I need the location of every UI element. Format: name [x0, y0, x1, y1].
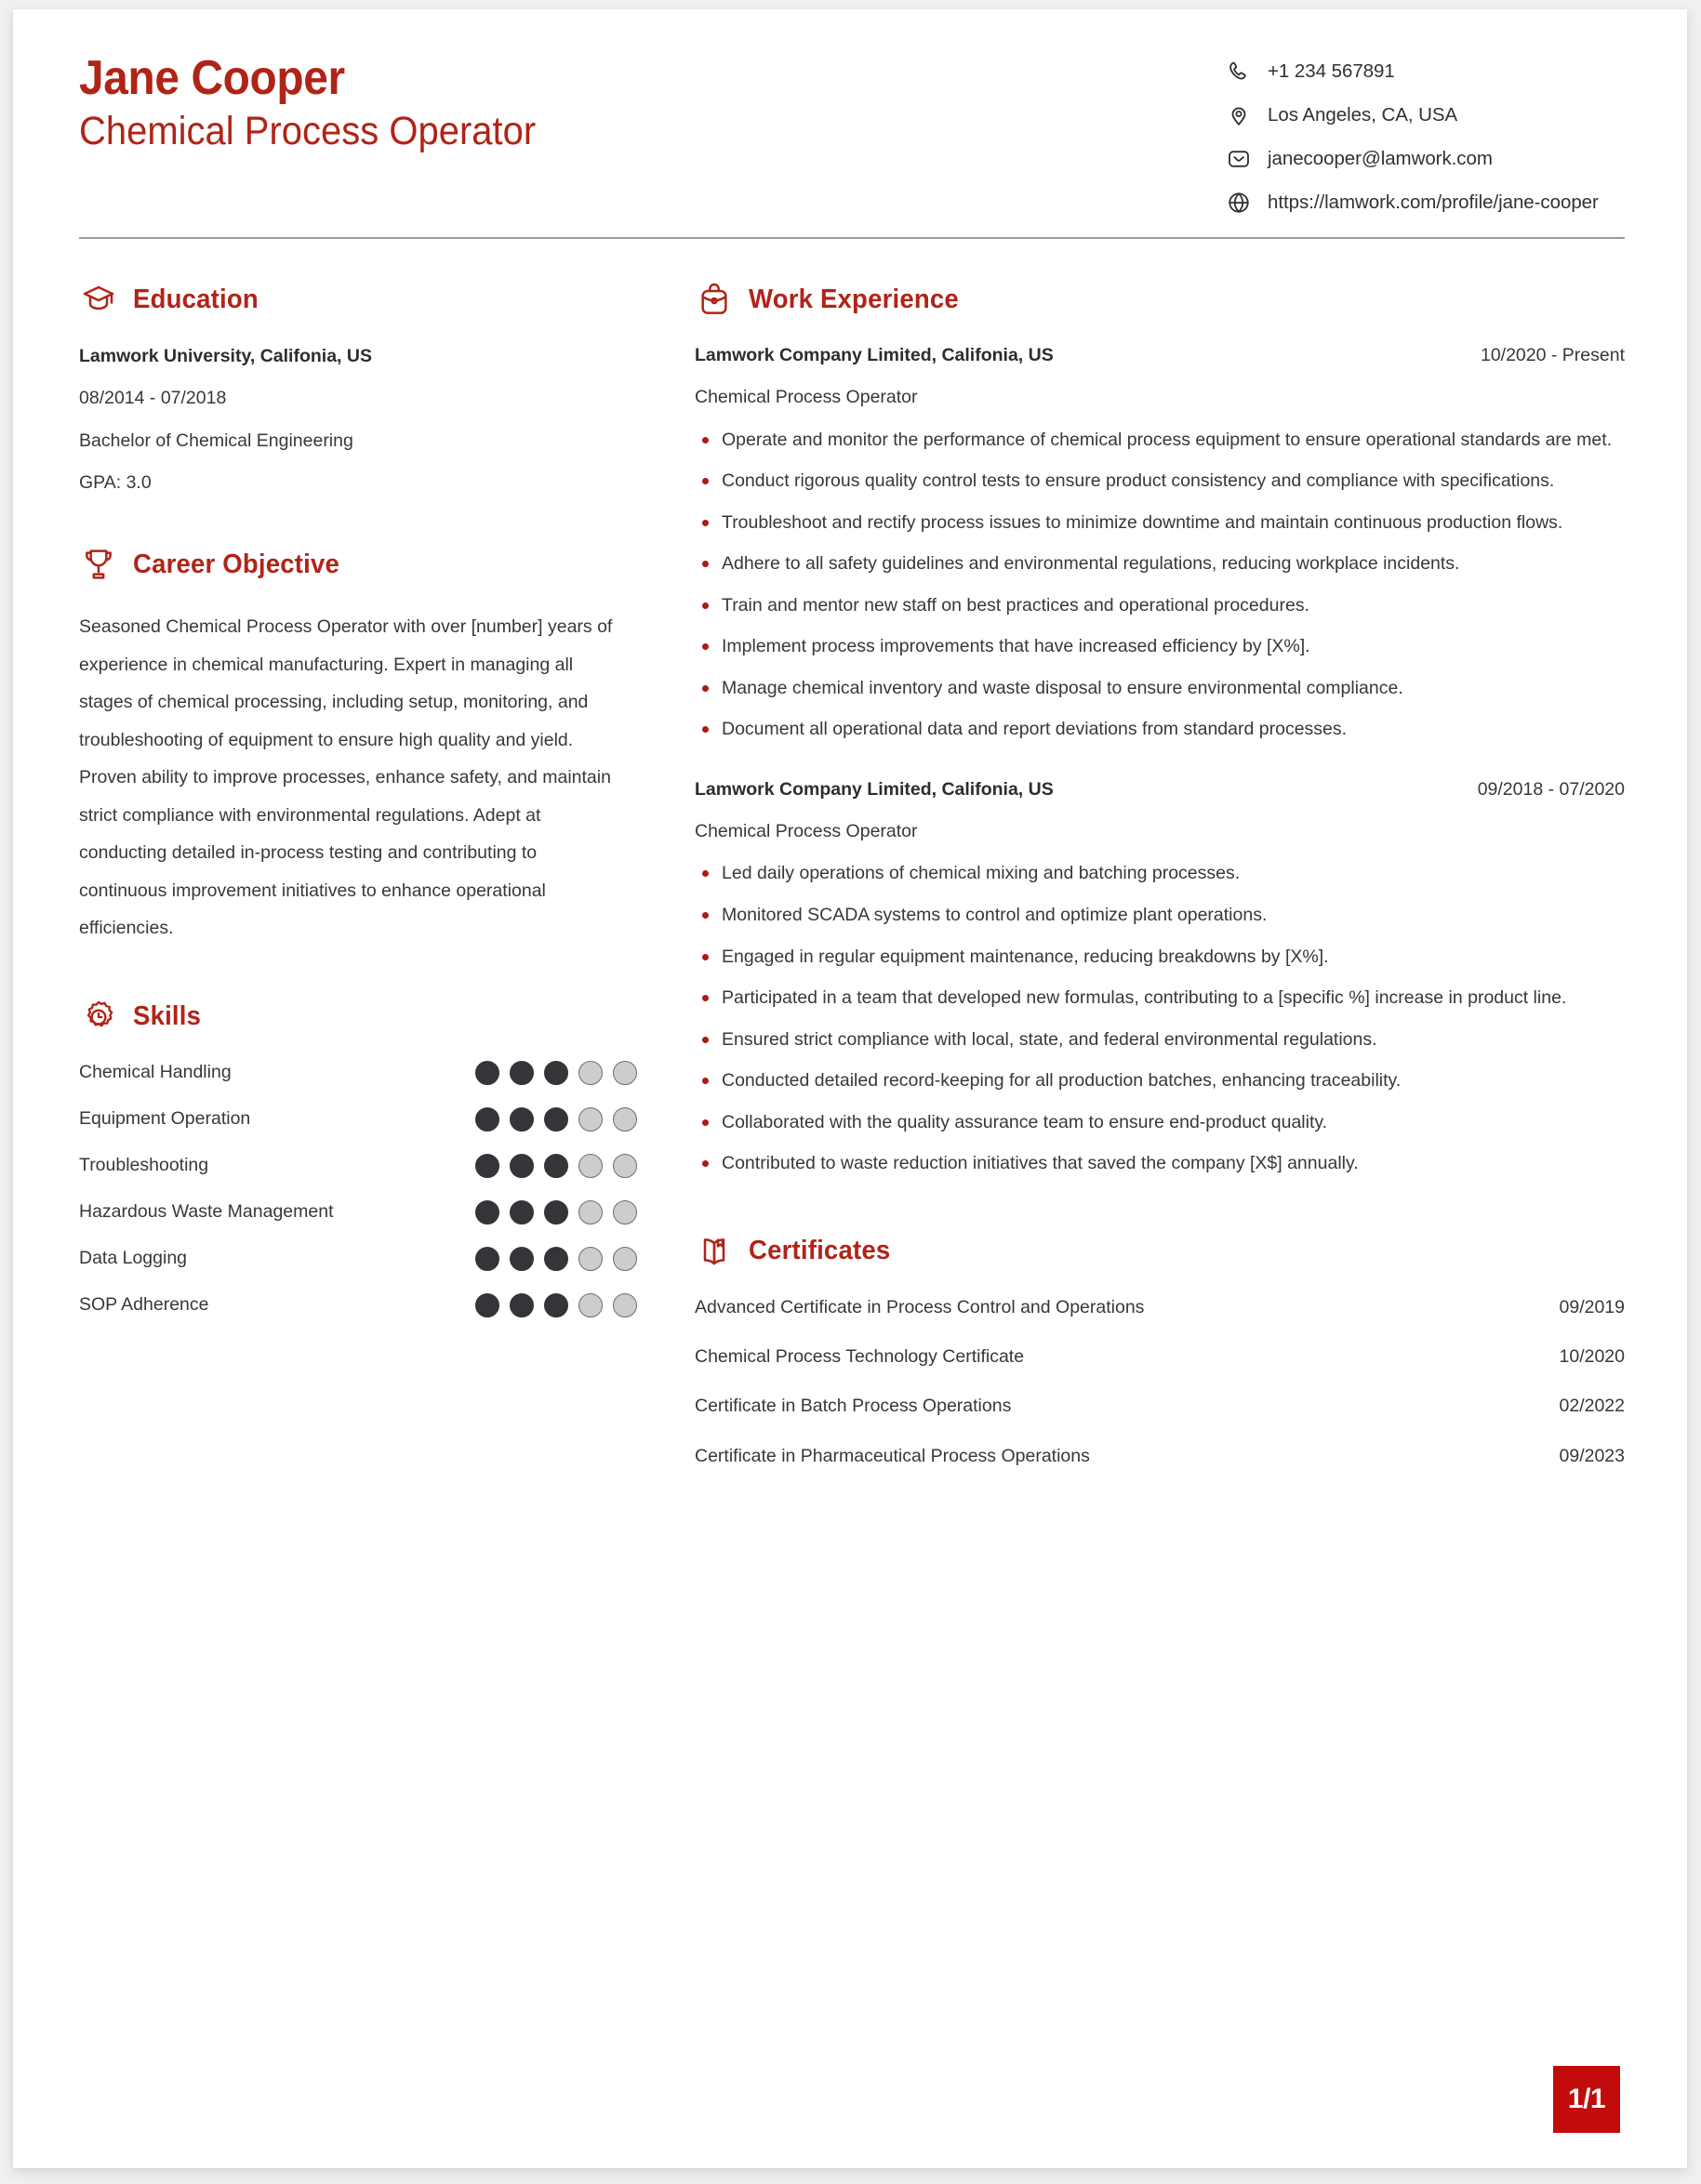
skill-name: Data Logging — [79, 1248, 188, 1269]
skill-row — [79, 1293, 637, 1317]
experience-bullet: Led daily operations of chemical mixing and batching processes. — [695, 858, 1625, 890]
skill-rating — [475, 1107, 637, 1132]
objective-text: Seasoned Chemical Process Operator with over [number] years of experience in chemical manufacturing. Expert in managing all stages of chemical processing, including setup, monitoring, and troubleshooting of equipment to ensure high quality and yield. Proven ability to improve processes, enhance safety, and maintain strict compliance with environmental regulations. Adept at conducting detailed in-process testing and contributing to continuous improvement initiatives to enhance operational efficiencies. — [79, 616, 613, 939]
experience-bullet: Troubleshoot and rectify process issues to minimize downtime and maintain continuous production flows. — [695, 508, 1625, 539]
experience-bullet: Conduct rigorous quality control tests to ensure product consistency and compliance with specifications. — [695, 466, 1625, 497]
contact-list — [1225, 45, 1625, 217]
experience-organization: Lamwork Company Limited, Califonia, US — [695, 345, 1054, 365]
certificate-date: 09/2019 — [1559, 1296, 1625, 1317]
graduation-cap-icon — [79, 280, 118, 319]
education-school: Lamwork University, Califonia, US — [79, 346, 372, 366]
page-title: Jane Cooper — [79, 51, 345, 105]
experience-organization: Lamwork Company Limited, Califonia, US — [695, 778, 1054, 800]
section-career-objective — [79, 545, 637, 947]
skill-rating — [475, 1154, 637, 1178]
gear-clock-icon — [79, 998, 118, 1037]
rating-dot-empty — [578, 1061, 603, 1085]
experience-role: Chemical Process Operator — [695, 387, 918, 408]
experience-bullet: Conducted detailed record-keeping for all production batches, enhancing traceability. — [695, 1066, 1625, 1097]
globe-icon — [1225, 189, 1253, 217]
skill-name: Equipment Operation — [79, 1108, 251, 1130]
rating-dot-filled — [510, 1107, 534, 1132]
rating-dot-filled — [475, 1107, 499, 1132]
identity-block — [79, 45, 570, 158]
rating-dot-filled — [510, 1247, 534, 1271]
education-degree: Bachelor of Chemical Engineering — [79, 430, 353, 451]
skill-name: Hazardous Waste Management — [79, 1201, 334, 1223]
skill-row — [79, 1200, 637, 1224]
rating-dot-filled — [544, 1107, 568, 1132]
experience-role: Chemical Process Operator — [695, 821, 918, 842]
experience-bullet: Collaborated with the quality assurance team to ensure end-product quality. — [695, 1107, 1625, 1139]
objective-title: Career Objective — [133, 549, 340, 579]
contact-item-website[interactable] — [1225, 189, 1625, 217]
experience-bullet: Implement process improvements that have increased efficiency by [X%]. — [695, 631, 1625, 663]
certificate-row — [695, 1295, 1625, 1320]
rating-dot-empty — [613, 1293, 637, 1317]
rating-dot-filled — [544, 1247, 568, 1271]
education-title: Education — [133, 284, 259, 314]
certificate-name: Certificate in Batch Process Operations — [695, 1396, 1012, 1417]
skills-title: Skills — [133, 1001, 202, 1032]
rating-dot-empty — [613, 1154, 637, 1178]
rating-dot-filled — [544, 1293, 568, 1317]
resume-header — [79, 45, 1625, 233]
education-dates: 08/2014 - 07/2018 — [79, 388, 227, 409]
rating-dot-empty — [578, 1154, 603, 1178]
skill-row — [79, 1247, 637, 1271]
experience-bullet: Adhere to all safety guidelines and environmental regulations, reducing workplace incidents. — [695, 549, 1625, 580]
page-number-badge: 1/1 — [1553, 2066, 1620, 2133]
certificate-row — [695, 1394, 1625, 1419]
certificate-date: 10/2020 — [1559, 1345, 1625, 1367]
experience-bullet: Ensured strict compliance with local, state, and federal environmental regulations. — [695, 1025, 1625, 1056]
experience-bullet: Manage chemical inventory and waste disposal to ensure environmental compliance. — [695, 673, 1625, 705]
skill-rating — [475, 1200, 637, 1224]
email-value: janecooper@lamwork.com — [1268, 147, 1493, 169]
rating-dot-filled — [510, 1200, 534, 1224]
rating-dot-empty — [613, 1200, 637, 1224]
experience-heading — [695, 280, 1625, 319]
website-value: https://lamwork.com/profile/jane-cooper — [1268, 191, 1599, 213]
open-book-icon — [695, 1232, 734, 1271]
experience-bullet: Monitored SCADA systems to control and optimize plant operations. — [695, 900, 1625, 932]
skill-row — [79, 1154, 637, 1178]
profession-subtitle: Chemical Process Operator — [79, 109, 537, 154]
resume-page — [13, 9, 1687, 2168]
experience-dates: 09/2018 - 07/2020 — [1477, 778, 1625, 800]
trophy-icon — [79, 545, 118, 584]
experience-bullet-list — [695, 425, 1625, 746]
skill-row — [79, 1061, 637, 1085]
skill-name: Troubleshooting — [79, 1155, 209, 1176]
section-skills — [79, 998, 637, 1317]
rating-dot-empty — [613, 1247, 637, 1271]
rating-dot-filled — [475, 1200, 499, 1224]
rating-dot-empty — [578, 1293, 603, 1317]
certificate-date: 02/2022 — [1559, 1396, 1625, 1417]
objective-heading — [79, 545, 637, 584]
contact-item-phone[interactable] — [1225, 58, 1625, 86]
section-work-experience — [695, 280, 1625, 1180]
mail-icon — [1225, 145, 1253, 173]
briefcase-icon — [695, 280, 734, 319]
skills-list — [79, 1061, 637, 1317]
rating-dot-filled — [475, 1061, 499, 1085]
experience-bullet: Document all operational data and report deviations from standard processes. — [695, 714, 1625, 746]
certificate-name: Advanced Certificate in Process Control and Operations — [695, 1296, 1145, 1317]
header-divider — [79, 237, 1625, 239]
skill-rating — [475, 1061, 637, 1085]
rating-dot-filled — [475, 1154, 499, 1178]
certificate-date: 09/2023 — [1559, 1445, 1625, 1466]
section-certificates — [695, 1232, 1625, 1469]
certificate-name: Certificate in Pharmaceutical Process Operations — [695, 1445, 1090, 1466]
certificates-list — [695, 1295, 1625, 1469]
certificates-heading — [695, 1232, 1625, 1271]
rating-dot-filled — [544, 1200, 568, 1224]
rating-dot-empty — [578, 1200, 603, 1224]
rating-dot-empty — [578, 1107, 603, 1132]
experience-bullet: Participated in a team that developed new formulas, contributing to a [specific %] increase in product line. — [695, 983, 1625, 1014]
rating-dot-filled — [544, 1061, 568, 1085]
certificate-name: Chemical Process Technology Certificate — [695, 1345, 1025, 1367]
rating-dot-filled — [510, 1154, 534, 1178]
rating-dot-filled — [475, 1247, 499, 1271]
skills-heading — [79, 998, 637, 1037]
phone-value: +1 234 567891 — [1268, 60, 1395, 82]
rating-dot-filled — [544, 1154, 568, 1178]
contact-item-location[interactable] — [1225, 101, 1625, 129]
certificates-title: Certificates — [749, 1236, 891, 1266]
contact-item-email[interactable] — [1225, 145, 1625, 173]
experience-entry — [695, 343, 1625, 746]
skill-name: Chemical Handling — [79, 1062, 232, 1083]
experience-title: Work Experience — [749, 284, 959, 314]
skill-name: SOP Adherence — [79, 1294, 209, 1316]
experience-bullet: Operate and monitor the performance of chemical process equipment to ensure operational standards are met. — [695, 425, 1625, 457]
education-gpa: GPA: 3.0 — [79, 471, 152, 493]
skill-row — [79, 1107, 637, 1132]
experience-bullet: Contributed to waste reduction initiatives that saved the company [X$] annually. — [695, 1148, 1625, 1180]
skill-rating — [475, 1293, 637, 1317]
experience-bullet: Engaged in regular equipment maintenance, reducing breakdowns by [X%]. — [695, 942, 1625, 973]
certificate-row — [695, 1344, 1625, 1370]
experience-bullet: Train and mentor new staff on best practices and operational procedures. — [695, 590, 1625, 622]
rating-dot-empty — [613, 1061, 637, 1085]
phone-icon — [1225, 58, 1253, 86]
rating-dot-filled — [475, 1293, 499, 1317]
certificate-row — [695, 1444, 1625, 1469]
location-icon — [1225, 101, 1253, 129]
experience-list — [695, 343, 1625, 1180]
section-education — [79, 280, 637, 496]
education-heading — [79, 280, 637, 319]
skill-rating — [475, 1247, 637, 1271]
rating-dot-filled — [510, 1061, 534, 1085]
experience-entry — [695, 777, 1625, 1180]
location-value: Los Angeles, CA, USA — [1268, 103, 1458, 126]
rating-dot-filled — [510, 1293, 534, 1317]
experience-dates: 10/2020 - Present — [1480, 345, 1625, 365]
rating-dot-empty — [578, 1247, 603, 1271]
experience-bullet-list — [695, 858, 1625, 1179]
rating-dot-empty — [613, 1107, 637, 1132]
